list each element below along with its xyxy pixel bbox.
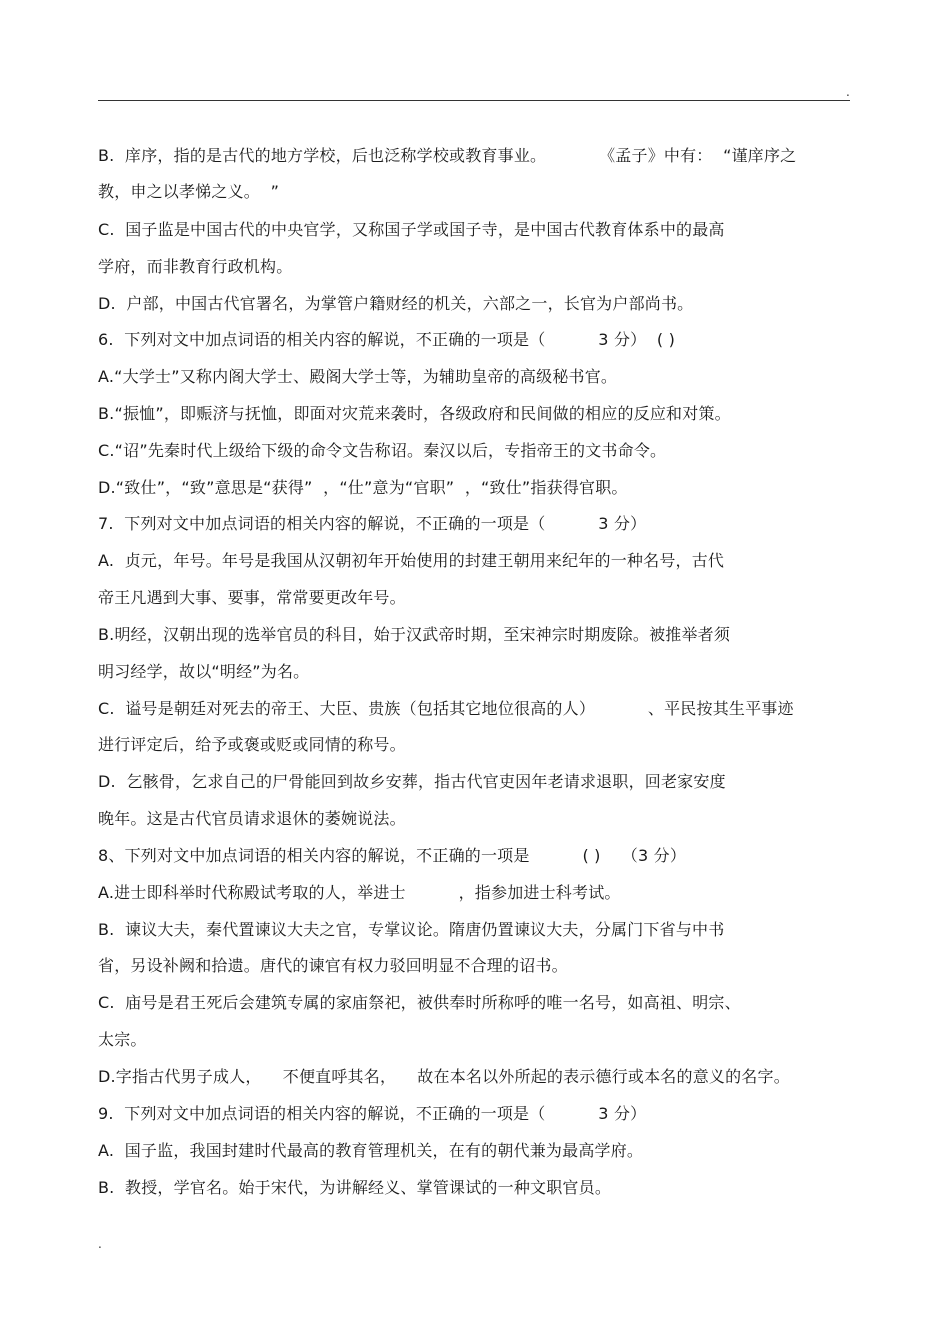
question-8-stem: 8、下列对文中加点词语的相关内容的解说，不正确的一项是 ( ) （3 分）	[98, 846, 687, 865]
text-line: B. 教授，学官名。始于宋代，为讲解经义、掌管课试的一种文职官员。	[98, 1178, 612, 1197]
text-line: A.“大学士”又称内阁大学士、殿阁大学士等，为辅助皇帝的高级秘书官。	[98, 367, 618, 386]
text-line: 太宗。	[98, 1030, 147, 1049]
text-line: 进行评定后，给予或褒或贬或同情的称号。	[98, 735, 406, 754]
text-line: B.“振恤”，即赈济与抚恤，即面对灾荒来袭时，各级政府和民间做的相应的反应和对策。	[98, 404, 731, 423]
text-line: 明习经学，故以“明经”为名。	[98, 662, 310, 681]
text-line: C. 国子监是中国古代的中央官学，又称国子学或国子寺，是中国古代教育体系中的最高	[98, 220, 725, 239]
text-line: D. 户部，中国古代官署名，为掌管户籍财经的机关，六部之一，长官为户部尚书。	[98, 294, 694, 313]
text-line: C. 谥号是朝廷对死去的帝王、大臣、贵族（包括其它地位很高的人） 、平民按其生平事迹	[98, 699, 794, 718]
text-line: A.进士即科举时代称殿试考取的人，举进士 ，指参加进士科考试。	[98, 883, 621, 902]
text-line: 省，另设补阙和拾遗。唐代的谏官有权力驳回明显不合理的诏书。	[98, 956, 568, 975]
text-line: A. 国子监，我国封建时代最高的教育管理机关，在有的朝代兼为最高学府。	[98, 1141, 644, 1160]
text-line: D. 乞骸骨，乞求自己的尸骨能回到故乡安葬，指古代官吏因年老请求退职，回老家安度	[98, 772, 726, 791]
text-line: A. 贞元，年号。年号是我国从汉朝初年开始使用的封建王朝用来纪年的一种名号，古代	[98, 551, 725, 570]
header-rule	[98, 100, 850, 101]
question-9-stem: 9. 下列对文中加点词语的相关内容的解说，不正确的一项是（ 3 分）	[98, 1104, 647, 1123]
text-line: 教，申之以孝悌之义。 ”	[98, 182, 280, 201]
text-line: C.“诏”先秦时代上级给下级的命令文告称诏。秦汉以后，专指帝王的文书命令。	[98, 441, 667, 460]
text-line: 晚年。这是古代官员请求退休的萎婉说法。	[98, 809, 406, 828]
text-line: C. 庙号是君王死后会建筑专属的家庙祭祀，被供奉时所称呼的唯一名号，如高祖、明宗、	[98, 993, 741, 1012]
text-line: 帝王凡遇到大事、要事，常常要更改年号。	[98, 588, 406, 607]
text-line: D.“致仕”，“致”意思是“获得” ，“仕”意为“官职” ，“致仕”指获得官职。	[98, 478, 628, 497]
text-line: D.字指古代男子成人， 不便直呼其名， 故在本名以外所起的表示德行或本名的意义的名字。	[98, 1067, 790, 1086]
header-dot: .	[846, 85, 850, 99]
question-7-stem: 7. 下列对文中加点词语的相关内容的解说，不正确的一项是（ 3 分）	[98, 514, 647, 533]
text-line: 学府，而非教育行政机构。	[98, 257, 293, 276]
text-line: B. 谏议大夫，秦代置谏议大夫之官，专掌议论。隋唐仍置谏议大夫，分属门下省与中书	[98, 920, 725, 939]
text-line: B.明经，汉朝出现的选举官员的科目，始于汉武帝时期，至宋神宗时期废除。被推举者须	[98, 625, 731, 644]
footer-dot: .	[98, 1237, 102, 1251]
question-6-stem: 6. 下列对文中加点词语的相关内容的解说，不正确的一项是（ 3 分） ( )	[98, 330, 676, 349]
text-line: B. 庠序，指的是古代的地方学校，后也泛称学校或教育事业。 《孟子》中有： “谨庠序之	[98, 146, 797, 165]
